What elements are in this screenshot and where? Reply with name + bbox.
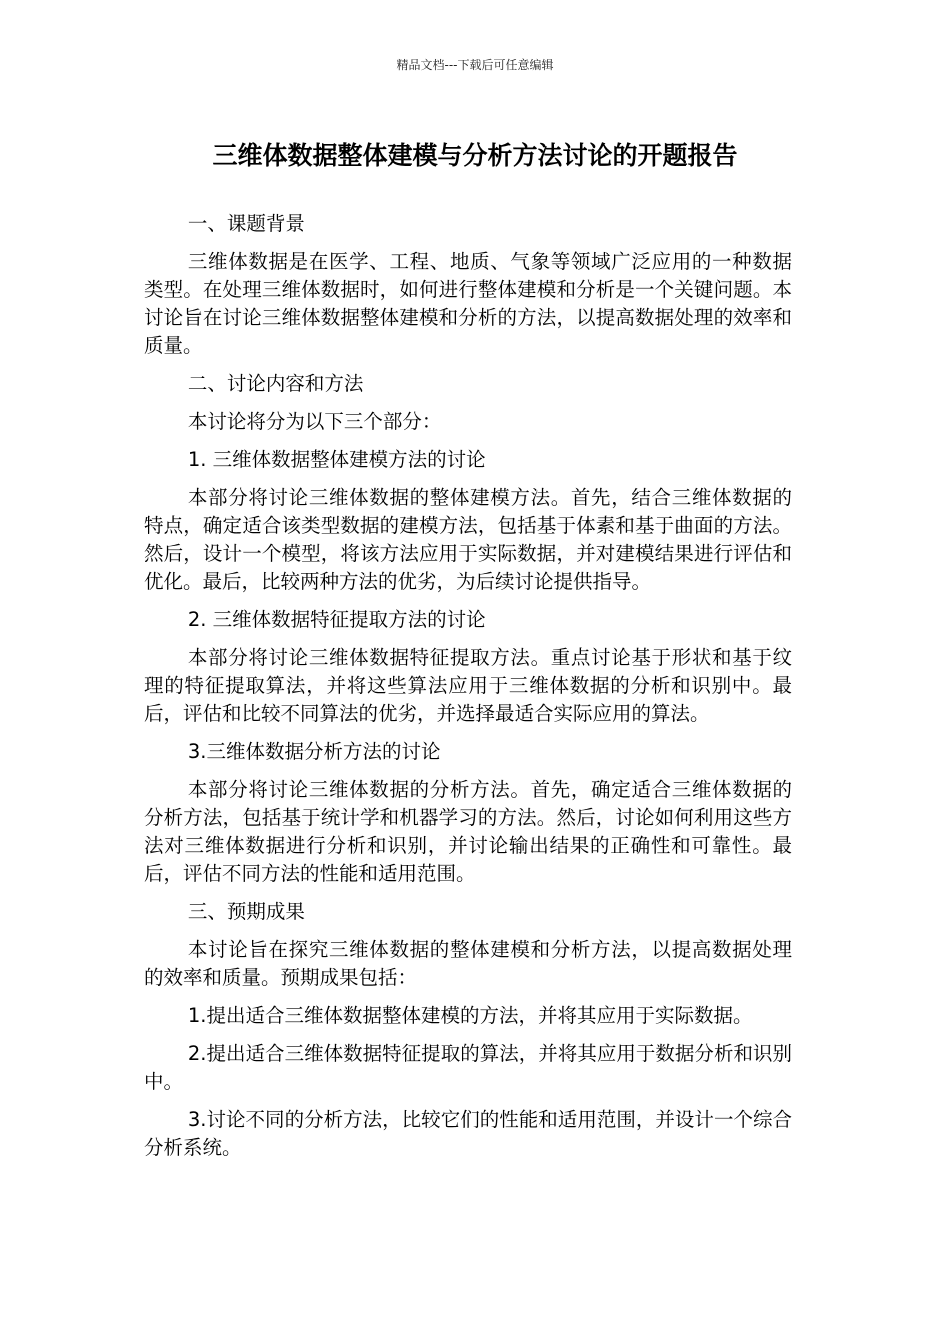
subheading-feature-extraction: 2. 三维体数据特征提取方法的讨论 [187, 608, 486, 631]
subheading-modeling: 1. 三维体数据整体建模方法的讨论 [187, 448, 486, 471]
section-heading-expected-results: 三、预期成果 [187, 900, 305, 923]
section-heading-content-methods: 二、讨论内容和方法 [187, 372, 364, 395]
list-item-result-3: 3.讨论不同的分析方法，比较它们的性能和适用范围，并设计一个综合分析系统。 [144, 1108, 792, 1159]
list-item-result-2: 2.提出适合三维体数据特征提取的算法，并将其应用于数据分析和识别中。 [144, 1042, 792, 1093]
paragraph-analysis: 本部分将讨论三维体数据的分析方法。首先，确定适合三维体数据的分析方法，包括基于统计学和机器学习的方法。然后，讨论如何利用这些方法对三维体数据进行分析和识别，并讨论输出结果的正确性和可靠性。最后，评估不同方法的性能和适用范围。 [144, 778, 792, 885]
paragraph-feature-extraction: 本部分将讨论三维体数据特征提取方法。重点讨论基于形状和基于纹理的特征提取算法，并将这些算法应用于三维体数据的分析和识别中。最后，评估和比较不同算法的优劣，并选择最适合实际应用的算法。 [144, 646, 792, 725]
page-header: 精品文档---下载后可任意编辑 [396, 58, 554, 72]
document-body [144, 210, 792, 1172]
paragraph-intro-parts: 本讨论将分为以下三个部分： [187, 410, 442, 433]
paragraph-background: 三维体数据是在医学、工程、地质、气象等领域广泛应用的一种数据类型。在处理三维体数据时，如何进行整体建模和分析是一个关键问题。本讨论旨在讨论三维体数据整体建模和分析的方法，以提高数据处理的效率和质量。 [144, 250, 792, 357]
section-heading-background: 一、课题背景 [187, 212, 305, 235]
document-title: 三维体数据整体建模与分析方法讨论的开题报告 [212, 141, 738, 170]
paragraph-expected-results: 本讨论旨在探究三维体数据的整体建模和分析方法，以提高数据处理的效率和质量。预期成果包括： [144, 938, 792, 989]
subheading-analysis: 3.三维体数据分析方法的讨论 [187, 740, 441, 763]
list-item-result-1: 1.提出适合三维体数据整体建模的方法，并将其应用于实际数据。 [187, 1004, 753, 1027]
paragraph-modeling: 本部分将讨论三维体数据的整体建模方法。首先，结合三维体数据的特点，确定适合该类型数据的建模方法，包括基于体素和基于曲面的方法。然后，设计一个模型，将该方法应用于实际数据，并对建模结果进行评估和优化。最后，比较两种方法的优劣，为后续讨论提供指导。 [144, 486, 792, 593]
